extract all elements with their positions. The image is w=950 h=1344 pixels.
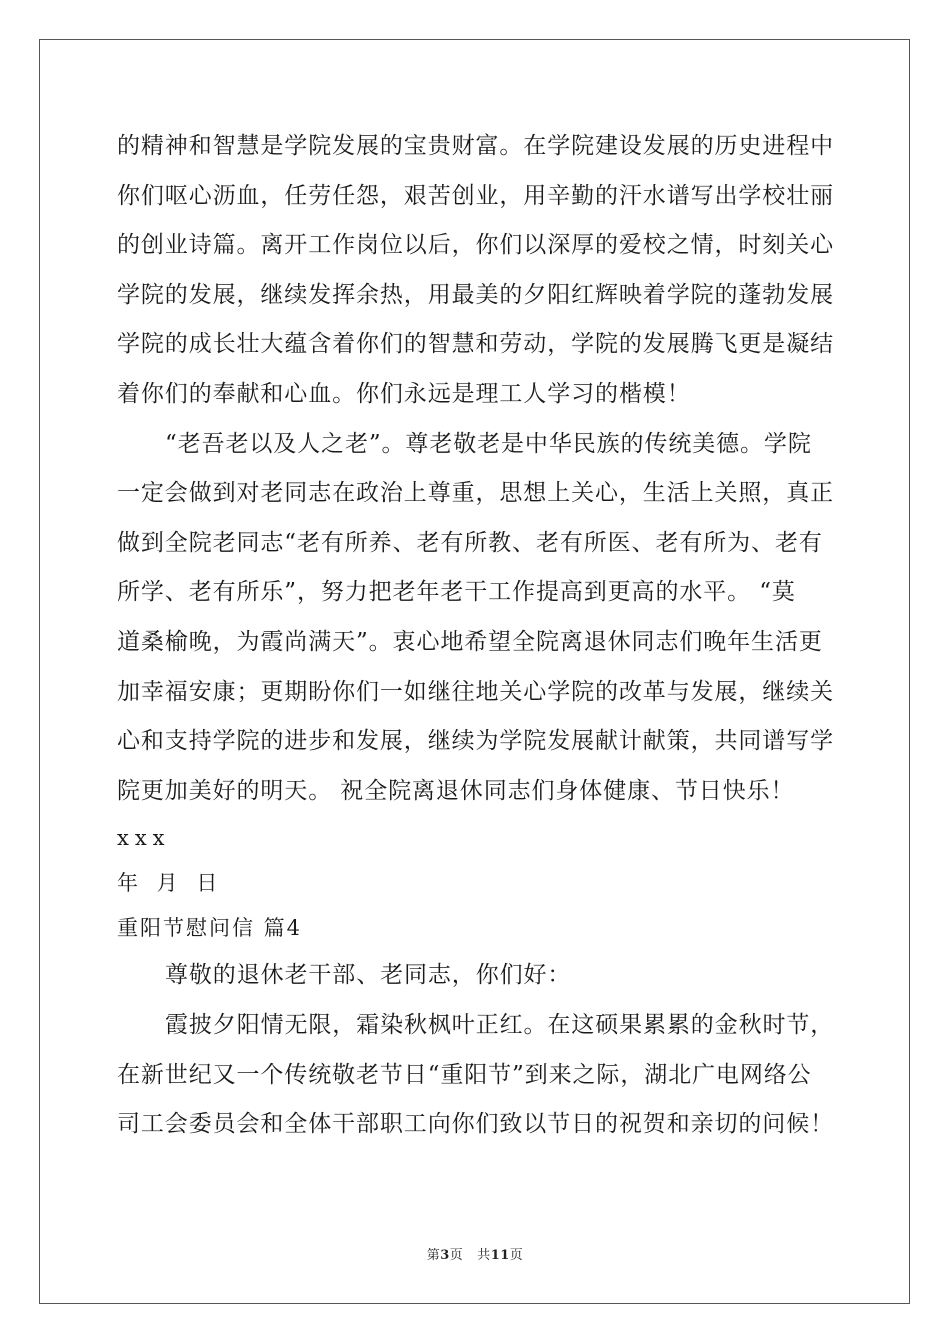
text-line: 的创业诗篇。离开工作岗位以后，你们以深厚的爱校之情，时刻关心	[117, 232, 834, 259]
paragraph-2	[117, 420, 837, 817]
text-line: 院更加美好的明天。 祝全院离退休同志们身体健康、节日快乐！	[117, 777, 795, 804]
text-line: 一定会做到对老同志在政治上尊重，思想上关心，生活上关照，真正	[117, 480, 834, 507]
footer-prefix: 第	[426, 1248, 441, 1263]
text-line: 霞披夕阳情无限，霜染秋枫叶正红。在这硕果累累的金秋时节，	[165, 1011, 835, 1038]
text-line: 心和支持学院的进步和发展，继续为学院发展献计献策，共同谱写学	[117, 728, 834, 755]
text-line: 学院的发展，继续发挥余热，用最美的夕阳红辉映着学院的蓬勃发展	[117, 281, 834, 308]
footer-page-suffix: 页	[449, 1248, 464, 1263]
text-line: 做到全院老同志“老有所养、老有所教、老有所医、老有所为、老有	[117, 529, 823, 556]
current-page-number: 3	[440, 1248, 450, 1263]
text-line: 在新世纪又一个传统敬老节日“重阳节”到来之际，湖北广电网络公	[117, 1061, 812, 1088]
text-line: 学院的成长壮大蕴含着你们的智慧和劳动，学院的发展腾飞更是凝结	[117, 331, 834, 358]
text-line: 所学、老有所乐”，努力把老年老干工作提高到更高的水平。 “莫	[117, 579, 796, 606]
text-line: 的精神和智慧是学院发展的宝贵财富。在学院建设发展的历史进程中	[117, 133, 834, 159]
document-body	[117, 122, 837, 1150]
page-footer	[0, 1244, 950, 1263]
text-line: 加幸福安康；更期盼你们一如继往地关心学院的改革与发展，继续关	[117, 678, 834, 705]
footer-total-prefix: 共	[477, 1248, 491, 1263]
section-heading: 重阳节慰问信 篇4	[117, 916, 303, 941]
salutation: 尊敬的退休老干部、老同志，你们好：	[165, 962, 572, 989]
text-line: “老吾老以及人之老”。尊老敬老是中华民族的传统美德。学院	[165, 430, 812, 457]
text-line: 司工会委员会和全体干部职工向你们致以节日的祝贺和亲切的问候！	[117, 1111, 834, 1138]
date-line: 年 月 日	[117, 871, 224, 896]
footer-total-suffix: 页	[509, 1248, 524, 1263]
total-page-count: 11	[490, 1248, 510, 1263]
text-line: 你们呕心沥血，任劳任怨，艰苦创业，用辛勤的汗水谱写出学校壮丽	[117, 182, 834, 209]
paragraph-3	[117, 1001, 837, 1150]
text-line: 着你们的奉献和心血。你们永远是理工人学习的楷模！	[117, 380, 691, 407]
signature: xxx	[117, 826, 171, 851]
paragraph-1	[117, 122, 837, 420]
text-line: 道桑榆晚，为霞尚满天”。衷心地希望全院离退休同志们晚年生活更	[117, 628, 823, 655]
